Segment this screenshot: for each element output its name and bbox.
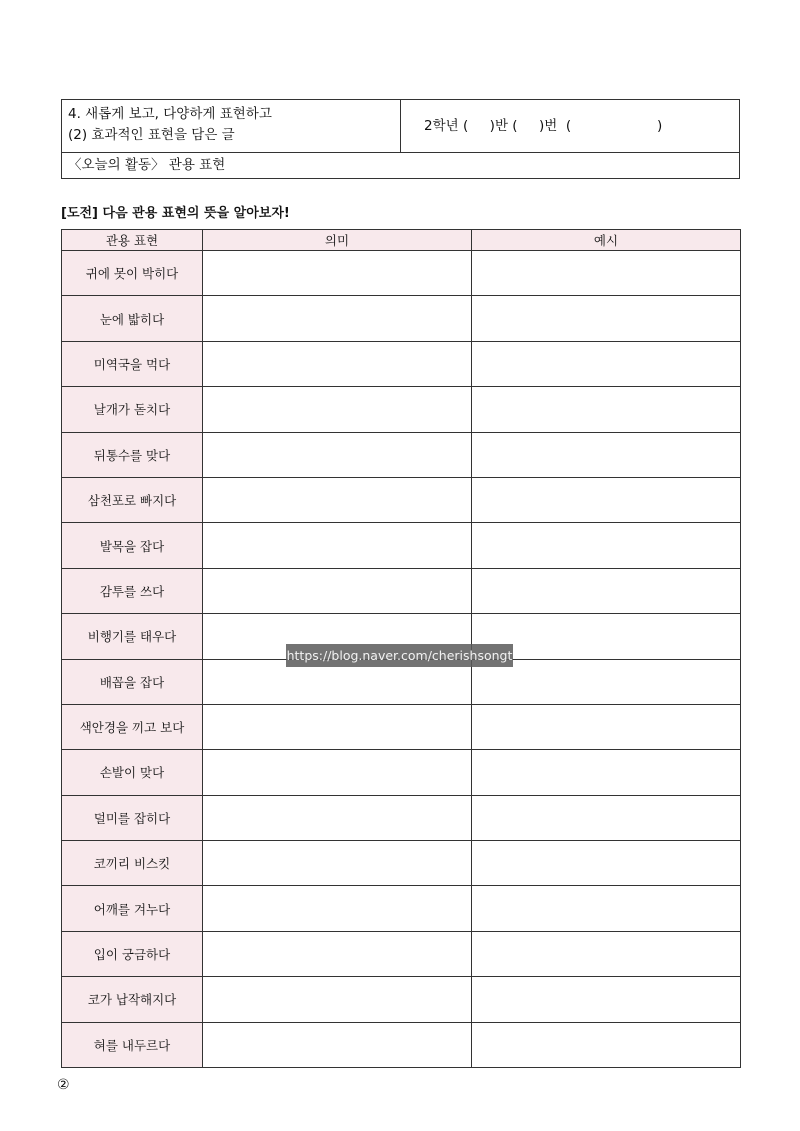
idiom-expression: 발목을 잡다 bbox=[62, 523, 203, 568]
meaning-answer-cell[interactable] bbox=[203, 704, 472, 749]
example-answer-cell[interactable] bbox=[472, 704, 741, 749]
table-row bbox=[62, 704, 741, 749]
idiom-expression: 색안경을 끼고 보다 bbox=[62, 704, 203, 749]
idiom-expression: 코가 납작해지다 bbox=[62, 977, 203, 1022]
unit-line-2: (2) 효과적인 표현을 담은 글 bbox=[68, 127, 235, 143]
table-row bbox=[62, 931, 741, 976]
idiom-expression: 비행기를 태우다 bbox=[62, 614, 203, 659]
example-answer-cell[interactable] bbox=[472, 795, 741, 840]
meaning-answer-cell[interactable] bbox=[203, 477, 472, 522]
idiom-expression: 눈에 밟히다 bbox=[62, 296, 203, 341]
example-answer-cell[interactable] bbox=[472, 1022, 741, 1067]
challenge-instruction: [도전] 다음 관용 표현의 뜻을 알아보자! bbox=[61, 206, 290, 221]
table-row bbox=[62, 523, 741, 568]
table-row bbox=[62, 795, 741, 840]
example-answer-cell[interactable] bbox=[472, 387, 741, 432]
table-row bbox=[62, 387, 741, 432]
worksheet-header bbox=[61, 99, 740, 179]
column-header-expression: 관용 표현 bbox=[62, 230, 203, 251]
table-row bbox=[62, 296, 741, 341]
unit-title bbox=[62, 100, 401, 152]
table-row bbox=[62, 977, 741, 1022]
meaning-answer-cell[interactable] bbox=[203, 750, 472, 795]
idiom-expression: 날개가 돋치다 bbox=[62, 387, 203, 432]
page-number: ② bbox=[57, 1077, 70, 1093]
example-answer-cell[interactable] bbox=[472, 251, 741, 296]
table-row bbox=[62, 432, 741, 477]
table-row bbox=[62, 568, 741, 613]
idiom-expression: 미역국을 먹다 bbox=[62, 341, 203, 386]
column-header-example: 예시 bbox=[472, 230, 741, 251]
header-top-row bbox=[62, 100, 739, 153]
meaning-answer-cell[interactable] bbox=[203, 886, 472, 931]
table-row bbox=[62, 841, 741, 886]
idiom-expression: 입이 궁금하다 bbox=[62, 931, 203, 976]
example-answer-cell[interactable] bbox=[472, 523, 741, 568]
column-header-meaning: 의미 bbox=[203, 230, 472, 251]
idiom-expression: 뒤통수를 맞다 bbox=[62, 432, 203, 477]
meaning-answer-cell[interactable] bbox=[203, 523, 472, 568]
table-row bbox=[62, 251, 741, 296]
idiom-expression: 손발이 맞다 bbox=[62, 750, 203, 795]
idiom-expression: 배꼽을 잡다 bbox=[62, 659, 203, 704]
table-header-row bbox=[62, 230, 741, 251]
watermark: https://blog.naver.com/cherishsongt bbox=[286, 644, 513, 667]
example-answer-cell[interactable] bbox=[472, 886, 741, 931]
today-activity: 〈오늘의 활동〉 관용 표현 bbox=[68, 157, 226, 173]
meaning-answer-cell[interactable] bbox=[203, 432, 472, 477]
unit-line-1: 4. 새롭게 보고, 다양하게 표현하고 bbox=[68, 106, 272, 122]
meaning-answer-cell[interactable] bbox=[203, 977, 472, 1022]
idiom-expression: 감투를 쓰다 bbox=[62, 568, 203, 613]
table-row bbox=[62, 1022, 741, 1067]
idiom-expression: 삼천포로 빠지다 bbox=[62, 477, 203, 522]
meaning-answer-cell[interactable] bbox=[203, 931, 472, 976]
meaning-answer-cell[interactable] bbox=[203, 841, 472, 886]
example-answer-cell[interactable] bbox=[472, 977, 741, 1022]
student-info-field[interactable]: 2학년 ( )반 ( )번 ( ) bbox=[424, 118, 663, 134]
table-row bbox=[62, 477, 741, 522]
example-answer-cell[interactable] bbox=[472, 841, 741, 886]
meaning-answer-cell[interactable] bbox=[203, 251, 472, 296]
table-row bbox=[62, 886, 741, 931]
idiom-expression: 코끼리 비스킷 bbox=[62, 841, 203, 886]
example-answer-cell[interactable] bbox=[472, 568, 741, 613]
example-answer-cell[interactable] bbox=[472, 750, 741, 795]
example-answer-cell[interactable] bbox=[472, 341, 741, 386]
meaning-answer-cell[interactable] bbox=[203, 296, 472, 341]
meaning-answer-cell[interactable] bbox=[203, 387, 472, 432]
idiom-expression: 혀를 내두르다 bbox=[62, 1022, 203, 1067]
example-answer-cell[interactable] bbox=[472, 296, 741, 341]
meaning-answer-cell[interactable] bbox=[203, 341, 472, 386]
idiom-expression: 어깨를 겨누다 bbox=[62, 886, 203, 931]
meaning-answer-cell[interactable] bbox=[203, 568, 472, 613]
idiom-expression: 귀에 못이 박히다 bbox=[62, 251, 203, 296]
table-row bbox=[62, 341, 741, 386]
example-answer-cell[interactable] bbox=[472, 432, 741, 477]
meaning-answer-cell[interactable] bbox=[203, 795, 472, 840]
example-answer-cell[interactable] bbox=[472, 477, 741, 522]
example-answer-cell[interactable] bbox=[472, 931, 741, 976]
table-row bbox=[62, 750, 741, 795]
idiom-expression: 덜미를 잡히다 bbox=[62, 795, 203, 840]
meaning-answer-cell[interactable] bbox=[203, 1022, 472, 1067]
